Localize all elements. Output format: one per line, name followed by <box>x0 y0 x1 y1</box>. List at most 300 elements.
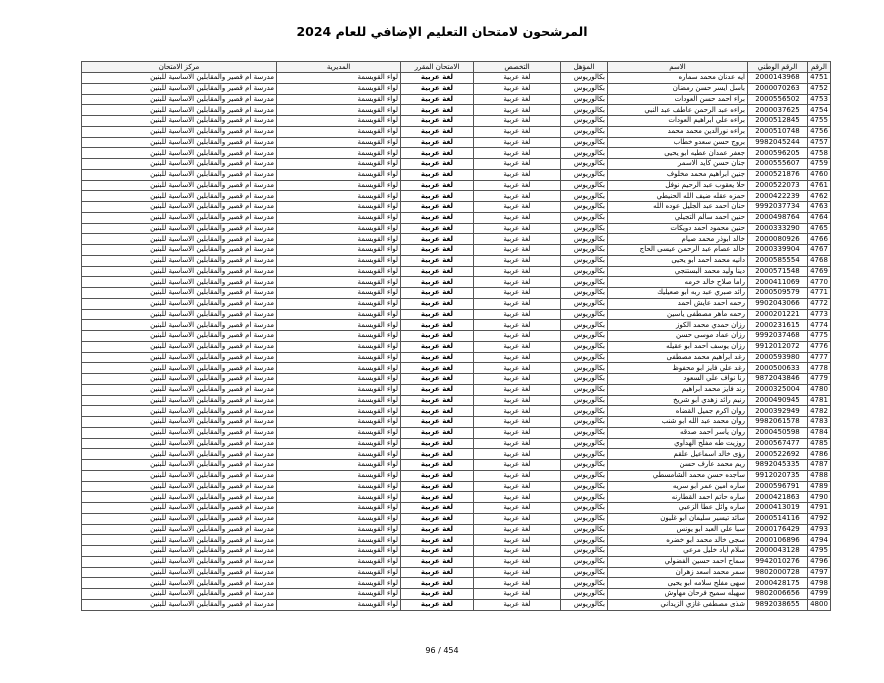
cell-specialization: لغة عربية <box>474 384 561 395</box>
cell-num: 4765 <box>808 223 831 234</box>
cell-directorate: لواء القويسمة <box>277 223 401 234</box>
cell-name: باسل ايسر حسن رمضان <box>608 83 748 94</box>
cell-exam: لغة عربية <box>401 277 474 288</box>
cell-specialization: لغة عربية <box>474 105 561 116</box>
table-row <box>82 191 831 202</box>
header-national-id: الرقم الوطني <box>748 62 808 73</box>
cell-specialization: لغة عربية <box>474 513 561 524</box>
cell-name: براءه علي ابراهيم العودات <box>608 116 748 127</box>
cell-name: براءه عبد الرحمن عاطف عبد النبي <box>608 105 748 116</box>
cell-specialization: لغة عربية <box>474 159 561 170</box>
cell-name: رزان عماد موسى حسن <box>608 331 748 342</box>
cell-specialization: لغة عربية <box>474 503 561 514</box>
table-row <box>82 105 831 116</box>
cell-specialization: لغة عربية <box>474 449 561 460</box>
cell-num: 4760 <box>808 169 831 180</box>
cell-exam: لغة عربية <box>401 126 474 137</box>
cell-center: مدرسة ام قصير والمقابلين الاساسية للبنين <box>82 320 277 331</box>
cell-exam: لغة عربية <box>401 384 474 395</box>
cell-qualification: بكالوريوس <box>561 546 608 557</box>
table-row <box>82 148 831 159</box>
cell-national-id: 2000450598 <box>748 427 808 438</box>
cell-qualification: بكالوريوس <box>561 245 608 256</box>
cell-specialization: لغة عربية <box>474 589 561 600</box>
cell-num: 4771 <box>808 288 831 299</box>
cell-exam: لغة عربية <box>401 309 474 320</box>
cell-national-id: 2000509579 <box>748 288 808 299</box>
cell-center: مدرسة ام قصير والمقابلين الاساسية للبنين <box>82 94 277 105</box>
cell-directorate: لواء القويسمة <box>277 266 401 277</box>
cell-qualification: بكالوريوس <box>561 395 608 406</box>
cell-center: مدرسة ام قصير والمقابلين الاساسية للبنين <box>82 159 277 170</box>
cell-num: 4754 <box>808 105 831 116</box>
candidates-table <box>81 61 831 611</box>
cell-specialization: لغة عربية <box>474 406 561 417</box>
cell-name: رند فايز محمد ابراهيم <box>608 384 748 395</box>
cell-center: مدرسة ام قصير والمقابلين الاساسية للبنين <box>82 481 277 492</box>
cell-national-id: 2000143968 <box>748 73 808 84</box>
cell-directorate: لواء القويسمة <box>277 406 401 417</box>
cell-center: مدرسة ام قصير والمقابلين الاساسية للبنين <box>82 298 277 309</box>
cell-exam: لغة عربية <box>401 320 474 331</box>
cell-num: 4758 <box>808 148 831 159</box>
cell-directorate: لواء القويسمة <box>277 320 401 331</box>
page-title: المرشحون لامتحان التعليم الإضافي للعام 2024 <box>296 24 588 39</box>
cell-num: 4782 <box>808 406 831 417</box>
cell-num: 4751 <box>808 73 831 84</box>
cell-name: خالد ابوذر محمد صيام <box>608 234 748 245</box>
cell-directorate: لواء القويسمة <box>277 524 401 535</box>
cell-specialization: لغة عربية <box>474 492 561 503</box>
cell-qualification: بكالوريوس <box>561 352 608 363</box>
table-row <box>82 513 831 524</box>
cell-num: 4753 <box>808 94 831 105</box>
cell-national-id: 9872043846 <box>748 374 808 385</box>
cell-specialization: لغة عربية <box>474 94 561 105</box>
cell-national-id: 2000339904 <box>748 245 808 256</box>
table-row <box>82 73 831 84</box>
cell-name: سبأ علي العبد ابو يونس <box>608 524 748 535</box>
cell-center: مدرسة ام قصير والمقابلين الاساسية للبنين <box>82 578 277 589</box>
cell-directorate: لواء القويسمة <box>277 567 401 578</box>
cell-exam: لغة عربية <box>401 202 474 213</box>
cell-specialization: لغة عربية <box>474 599 561 610</box>
cell-name: بروج حسن سعدو خطاب <box>608 137 748 148</box>
cell-qualification: بكالوريوس <box>561 180 608 191</box>
cell-national-id: 2000596791 <box>748 481 808 492</box>
cell-center: مدرسة ام قصير والمقابلين الاساسية للبنين <box>82 503 277 514</box>
table-body <box>82 73 831 611</box>
cell-directorate: لواء القويسمة <box>277 298 401 309</box>
cell-national-id: 2000392949 <box>748 406 808 417</box>
cell-name: ايه عدنان محمد سماره <box>608 73 748 84</box>
cell-exam: لغة عربية <box>401 513 474 524</box>
cell-num: 4768 <box>808 255 831 266</box>
cell-qualification: بكالوريوس <box>561 126 608 137</box>
cell-name: راما صلاح خالد خرمه <box>608 277 748 288</box>
cell-qualification: بكالوريوس <box>561 556 608 567</box>
cell-num: 4761 <box>808 180 831 191</box>
header-center: مركز الامتحان <box>82 62 277 73</box>
cell-specialization: لغة عربية <box>474 309 561 320</box>
cell-national-id: 2000325004 <box>748 384 808 395</box>
cell-center: مدرسة ام قصير والمقابلين الاساسية للبنين <box>82 470 277 481</box>
cell-num: 4759 <box>808 159 831 170</box>
cell-exam: لغة عربية <box>401 234 474 245</box>
table-row <box>82 352 831 363</box>
cell-center: مدرسة ام قصير والمقابلين الاساسية للبنين <box>82 223 277 234</box>
cell-directorate: لواء القويسمة <box>277 148 401 159</box>
cell-exam: لغة عربية <box>401 94 474 105</box>
cell-national-id: 2000421863 <box>748 492 808 503</box>
cell-national-id: 9992037468 <box>748 331 808 342</box>
cell-directorate: لواء القويسمة <box>277 460 401 471</box>
cell-name: دانيه محمد احمد ابو يحيى <box>608 255 748 266</box>
cell-national-id: 2000512845 <box>748 116 808 127</box>
cell-num: 4777 <box>808 352 831 363</box>
cell-name: ساره امين عمر ابو سريه <box>608 481 748 492</box>
cell-exam: لغة عربية <box>401 546 474 557</box>
cell-directorate: لواء القويسمة <box>277 503 401 514</box>
cell-num: 4774 <box>808 320 831 331</box>
cell-qualification: بكالوريوس <box>561 449 608 460</box>
cell-specialization: لغة عربية <box>474 73 561 84</box>
header-specialization: التخصص <box>474 62 561 73</box>
cell-directorate: لواء القويسمة <box>277 212 401 223</box>
cell-num: 4778 <box>808 363 831 374</box>
table-row <box>82 331 831 342</box>
cell-qualification: بكالوريوس <box>561 363 608 374</box>
cell-name: رنا نواف علي السعود <box>608 374 748 385</box>
cell-exam: لغة عربية <box>401 255 474 266</box>
cell-qualification: بكالوريوس <box>561 535 608 546</box>
cell-num: 4799 <box>808 589 831 600</box>
cell-exam: لغة عربية <box>401 556 474 567</box>
cell-qualification: بكالوريوس <box>561 169 608 180</box>
table-row <box>82 341 831 352</box>
cell-num: 4793 <box>808 524 831 535</box>
cell-directorate: لواء القويسمة <box>277 331 401 342</box>
cell-name: سماح احمد حسين الفضولي <box>608 556 748 567</box>
cell-qualification: بكالوريوس <box>561 159 608 170</box>
cell-qualification: بكالوريوس <box>561 427 608 438</box>
cell-num: 4762 <box>808 191 831 202</box>
cell-name: ساره وائل عطا الزعبي <box>608 503 748 514</box>
cell-num: 4780 <box>808 384 831 395</box>
cell-num: 4770 <box>808 277 831 288</box>
cell-num: 4784 <box>808 427 831 438</box>
cell-national-id: 2000593980 <box>748 352 808 363</box>
cell-name: روان محمد عبد الله ابو شنب <box>608 417 748 428</box>
cell-directorate: لواء القويسمة <box>277 105 401 116</box>
cell-name: رنيم رائد زهدي ابو شريخ <box>608 395 748 406</box>
cell-exam: لغة عربية <box>401 83 474 94</box>
table-row <box>82 309 831 320</box>
cell-specialization: لغة عربية <box>474 427 561 438</box>
cell-national-id: 2000176429 <box>748 524 808 535</box>
table-row <box>82 126 831 137</box>
cell-qualification: بكالوريوس <box>561 341 608 352</box>
page-number: 96 / 454 <box>425 646 459 655</box>
table-row <box>82 556 831 567</box>
cell-qualification: بكالوريوس <box>561 277 608 288</box>
cell-name: شذى مصطفى غازي الزيداني <box>608 599 748 610</box>
cell-center: مدرسة ام قصير والمقابلين الاساسية للبنين <box>82 460 277 471</box>
cell-center: مدرسة ام قصير والمقابلين الاساسية للبنين <box>82 266 277 277</box>
cell-exam: لغة عربية <box>401 492 474 503</box>
cell-directorate: لواء القويسمة <box>277 94 401 105</box>
cell-national-id: 2000037625 <box>748 105 808 116</box>
cell-name: رغد ابراهيم محمد مصطفى <box>608 352 748 363</box>
cell-center: مدرسة ام قصير والمقابلين الاساسية للبنين <box>82 245 277 256</box>
header-directorate: المديرية <box>277 62 401 73</box>
cell-national-id: 2000333290 <box>748 223 808 234</box>
cell-exam: لغة عربية <box>401 427 474 438</box>
cell-num: 4764 <box>808 212 831 223</box>
cell-directorate: لواء القويسمة <box>277 363 401 374</box>
cell-exam: لغة عربية <box>401 599 474 610</box>
cell-national-id: 9892045335 <box>748 460 808 471</box>
cell-qualification: بكالوريوس <box>561 288 608 299</box>
cell-exam: لغة عربية <box>401 503 474 514</box>
cell-name: سهيله سميح فرحان مهاوش <box>608 589 748 600</box>
cell-num: 4773 <box>808 309 831 320</box>
cell-name: رؤى خالد اسماعيل علقم <box>608 449 748 460</box>
cell-exam: لغة عربية <box>401 341 474 352</box>
cell-specialization: لغة عربية <box>474 438 561 449</box>
cell-qualification: بكالوريوس <box>561 73 608 84</box>
table-row <box>82 288 831 299</box>
cell-exam: لغة عربية <box>401 363 474 374</box>
cell-exam: لغة عربية <box>401 266 474 277</box>
cell-num: 4772 <box>808 298 831 309</box>
cell-name: دينا وليد محمد البستنجي <box>608 266 748 277</box>
cell-specialization: لغة عربية <box>474 277 561 288</box>
cell-qualification: بكالوريوس <box>561 148 608 159</box>
table-row <box>82 223 831 234</box>
cell-center: مدرسة ام قصير والمقابلين الاساسية للبنين <box>82 438 277 449</box>
cell-national-id: 2000498764 <box>748 212 808 223</box>
cell-num: 4797 <box>808 567 831 578</box>
cell-exam: لغة عربية <box>401 524 474 535</box>
table-row <box>82 524 831 535</box>
cell-exam: لغة عربية <box>401 438 474 449</box>
cell-directorate: لواء القويسمة <box>277 438 401 449</box>
cell-exam: لغة عربية <box>401 73 474 84</box>
cell-name: رغد علي فايز ابو محفوظ <box>608 363 748 374</box>
cell-exam: لغة عربية <box>401 578 474 589</box>
cell-specialization: لغة عربية <box>474 191 561 202</box>
cell-exam: لغة عربية <box>401 245 474 256</box>
cell-num: 4763 <box>808 202 831 213</box>
cell-specialization: لغة عربية <box>474 148 561 159</box>
cell-national-id: 9912012072 <box>748 341 808 352</box>
cell-center: مدرسة ام قصير والمقابلين الاساسية للبنين <box>82 277 277 288</box>
cell-specialization: لغة عربية <box>474 352 561 363</box>
cell-national-id: 2000514116 <box>748 513 808 524</box>
table-row <box>82 137 831 148</box>
cell-qualification: بكالوريوس <box>561 255 608 266</box>
table-row <box>82 492 831 503</box>
cell-national-id: 9982061578 <box>748 417 808 428</box>
table-row <box>82 449 831 460</box>
cell-national-id: 2000201221 <box>748 309 808 320</box>
cell-center: مدرسة ام قصير والمقابلين الاساسية للبنين <box>82 524 277 535</box>
cell-num: 4789 <box>808 481 831 492</box>
cell-center: مدرسة ام قصير والمقابلين الاساسية للبنين <box>82 352 277 363</box>
cell-qualification: بكالوريوس <box>561 503 608 514</box>
cell-directorate: لواء القويسمة <box>277 374 401 385</box>
cell-num: 4767 <box>808 245 831 256</box>
cell-directorate: لواء القويسمة <box>277 470 401 481</box>
cell-directorate: لواء القويسمة <box>277 83 401 94</box>
cell-qualification: بكالوريوس <box>561 266 608 277</box>
cell-directorate: لواء القويسمة <box>277 191 401 202</box>
cell-national-id: 2000231615 <box>748 320 808 331</box>
cell-specialization: لغة عربية <box>474 245 561 256</box>
table-row <box>82 567 831 578</box>
cell-directorate: لواء القويسمة <box>277 73 401 84</box>
cell-directorate: لواء القويسمة <box>277 255 401 266</box>
cell-num: 4783 <box>808 417 831 428</box>
cell-specialization: لغة عربية <box>474 481 561 492</box>
cell-qualification: بكالوريوس <box>561 384 608 395</box>
cell-exam: لغة عربية <box>401 470 474 481</box>
cell-name: روان ياسر احمد صدقه <box>608 427 748 438</box>
cell-num: 4786 <box>808 449 831 460</box>
cell-qualification: بكالوريوس <box>561 83 608 94</box>
cell-specialization: لغة عربية <box>474 126 561 137</box>
cell-name: ساره حاتم احمد القطارنه <box>608 492 748 503</box>
cell-directorate: لواء القويسمة <box>277 535 401 546</box>
table-row <box>82 255 831 266</box>
cell-national-id: 2000585554 <box>748 255 808 266</box>
cell-qualification: بكالوريوس <box>561 116 608 127</box>
cell-num: 4796 <box>808 556 831 567</box>
table-row <box>82 159 831 170</box>
cell-name: رحمه ماهر مصطفى ياسين <box>608 309 748 320</box>
cell-qualification: بكالوريوس <box>561 567 608 578</box>
table-row <box>82 277 831 288</box>
cell-center: مدرسة ام قصير والمقابلين الاساسية للبنين <box>82 599 277 610</box>
table-row <box>82 438 831 449</box>
cell-exam: لغة عربية <box>401 449 474 460</box>
cell-center: مدرسة ام قصير والمقابلين الاساسية للبنين <box>82 83 277 94</box>
cell-name: ريم محمد عارف حسن <box>608 460 748 471</box>
cell-national-id: 2000413019 <box>748 503 808 514</box>
cell-directorate: لواء القويسمة <box>277 277 401 288</box>
cell-name: رزان حمدي محمد الكوز <box>608 320 748 331</box>
cell-exam: لغة عربية <box>401 460 474 471</box>
cell-directorate: لواء القويسمة <box>277 159 401 170</box>
cell-exam: لغة عربية <box>401 105 474 116</box>
table-row <box>82 374 831 385</box>
cell-qualification: بكالوريوس <box>561 589 608 600</box>
cell-specialization: لغة عربية <box>474 331 561 342</box>
cell-center: مدرسة ام قصير والمقابلين الاساسية للبنين <box>82 556 277 567</box>
cell-exam: لغة عربية <box>401 589 474 600</box>
cell-center: مدرسة ام قصير والمقابلين الاساسية للبنين <box>82 148 277 159</box>
cell-directorate: لواء القويسمة <box>277 126 401 137</box>
cell-exam: لغة عربية <box>401 406 474 417</box>
cell-qualification: بكالوريوس <box>561 137 608 148</box>
table-row <box>82 320 831 331</box>
cell-qualification: بكالوريوس <box>561 406 608 417</box>
cell-qualification: بكالوريوس <box>561 599 608 610</box>
cell-specialization: لغة عربية <box>474 288 561 299</box>
table-row <box>82 298 831 309</box>
cell-directorate: لواء القويسمة <box>277 546 401 557</box>
table-row <box>82 535 831 546</box>
cell-num: 4756 <box>808 126 831 137</box>
cell-name: خالد عصام عبد الرحمن عيسى الحاج <box>608 245 748 256</box>
cell-exam: لغة عربية <box>401 212 474 223</box>
cell-center: مدرسة ام قصير والمقابلين الاساسية للبنين <box>82 137 277 148</box>
cell-national-id: 9802006656 <box>748 589 808 600</box>
cell-center: مدرسة ام قصير والمقابلين الاساسية للبنين <box>82 169 277 180</box>
cell-num: 4755 <box>808 116 831 127</box>
cell-specialization: لغة عربية <box>474 202 561 213</box>
cell-national-id: 2000522692 <box>748 449 808 460</box>
cell-center: مدرسة ام قصير والمقابلين الاساسية للبنين <box>82 374 277 385</box>
header-exam: الامتحان المقرر <box>401 62 474 73</box>
table-row <box>82 599 831 610</box>
cell-directorate: لواء القويسمة <box>277 417 401 428</box>
cell-qualification: بكالوريوس <box>561 298 608 309</box>
table-row <box>82 83 831 94</box>
cell-exam: لغة عربية <box>401 288 474 299</box>
cell-directorate: لواء القويسمة <box>277 449 401 460</box>
table-row <box>82 180 831 191</box>
table-row <box>82 212 831 223</box>
cell-exam: لغة عربية <box>401 159 474 170</box>
table-row <box>82 470 831 481</box>
cell-num: 4779 <box>808 374 831 385</box>
cell-qualification: بكالوريوس <box>561 202 608 213</box>
cell-name: حلا يعقوب عبد الرحيم نوفل <box>608 180 748 191</box>
table-row <box>82 363 831 374</box>
cell-name: روان اكرم جميل القضاه <box>608 406 748 417</box>
table-row <box>82 417 831 428</box>
cell-national-id: 2000043128 <box>748 546 808 557</box>
cell-center: مدرسة ام قصير والمقابلين الاساسية للبنين <box>82 191 277 202</box>
cell-name: جنين ابراهيم محمد مخلوف <box>608 169 748 180</box>
cell-directorate: لواء القويسمة <box>277 341 401 352</box>
table-row <box>82 266 831 277</box>
cell-qualification: بكالوريوس <box>561 460 608 471</box>
cell-national-id: 9982045244 <box>748 137 808 148</box>
cell-specialization: لغة عربية <box>474 374 561 385</box>
cell-center: مدرسة ام قصير والمقابلين الاساسية للبنين <box>82 212 277 223</box>
cell-qualification: بكالوريوس <box>561 438 608 449</box>
cell-num: 4795 <box>808 546 831 557</box>
cell-qualification: بكالوريوس <box>561 481 608 492</box>
cell-specialization: لغة عربية <box>474 363 561 374</box>
cell-exam: لغة عربية <box>401 395 474 406</box>
cell-national-id: 2000567477 <box>748 438 808 449</box>
header-num: الرقم <box>808 62 831 73</box>
cell-num: 4788 <box>808 470 831 481</box>
table-row <box>82 94 831 105</box>
header-qualification: المؤهل <box>561 62 608 73</box>
table-row <box>82 589 831 600</box>
cell-center: مدرسة ام قصير والمقابلين الاساسية للبنين <box>82 567 277 578</box>
cell-specialization: لغة عربية <box>474 212 561 223</box>
cell-num: 4798 <box>808 578 831 589</box>
cell-name: سهى مفلح سلامه ابو يحيى <box>608 578 748 589</box>
cell-directorate: لواء القويسمة <box>277 556 401 567</box>
cell-national-id: 2000571548 <box>748 266 808 277</box>
